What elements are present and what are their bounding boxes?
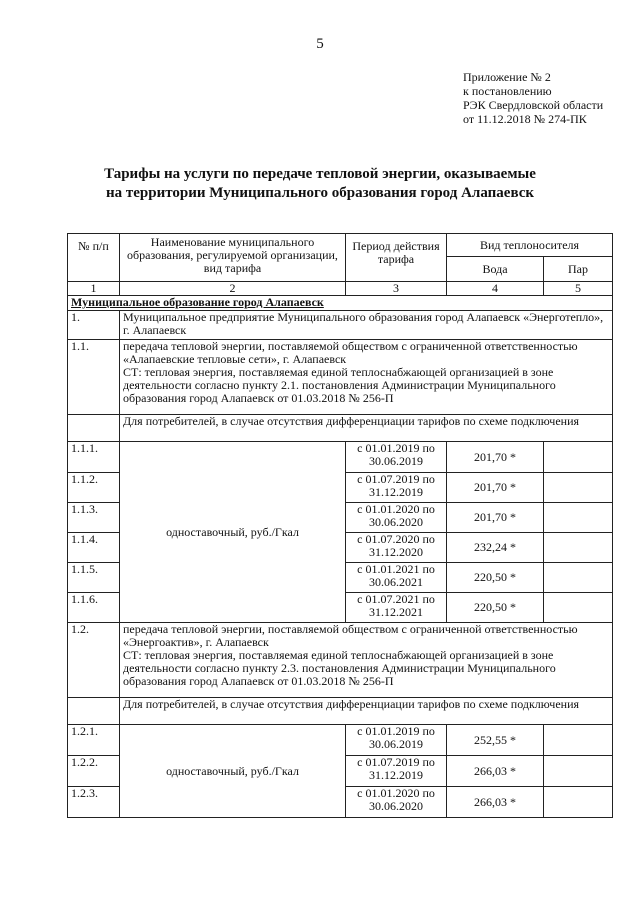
row-steam-value	[544, 756, 613, 787]
row-steam-value	[544, 787, 613, 818]
row-steam-value	[544, 725, 613, 756]
section-num: 1.2.	[68, 623, 120, 698]
tariff-type: одноставочный, руб./Гкал	[120, 442, 346, 623]
consumers-note: Для потребителей, в случае отсутствия дифференциации тарифов по схеме подключения	[120, 415, 613, 442]
appendix-line-3: РЭК Свердловской области	[463, 98, 604, 112]
row-period: с 01.01.2019 по 30.06.2019	[346, 442, 447, 473]
header-carrier: Вид теплоносителя	[447, 234, 613, 257]
row-water-value: 220,50 *	[447, 593, 544, 623]
document-title	[0, 165, 640, 203]
row-steam-value	[544, 563, 613, 593]
header-water: Вода	[447, 257, 544, 282]
section-desc-line-1: передача тепловой энергии, поставляемой обществом с ограниченной ответственностью «Алапаевские тепловые сети», г. Алапаевск	[123, 339, 578, 366]
row-period: с 01.07.2019 по 31.12.2019	[346, 473, 447, 503]
header-steam: Пар	[544, 257, 613, 282]
row-water-value: 232,24 *	[447, 533, 544, 563]
row-water-value: 266,03 *	[447, 787, 544, 818]
title-line-1: Тарифы на услуги по передаче тепловой энергии, оказываемые	[104, 166, 536, 182]
col-number-1: 1	[68, 282, 120, 296]
row-num: 1.1.2.	[68, 473, 120, 503]
row-water-value: 220,50 *	[447, 563, 544, 593]
row-water-value: 252,55 *	[447, 725, 544, 756]
col-number-5: 5	[544, 282, 613, 296]
consumers-note: Для потребителей, в случае отсутствия дифференциации тарифов по схеме подключения	[120, 698, 613, 725]
section-num: 1.1.	[68, 340, 120, 415]
row-period: с 01.07.2021 по 31.12.2021	[346, 593, 447, 623]
appendix-line-1: Приложение № 2	[463, 70, 551, 84]
row-period: с 01.01.2021 по 30.06.2021	[346, 563, 447, 593]
section-desc-line-2: СТ: тепловая энергия, поставляемая единой теплоснабжающей организацией в зоне деятельности согласно пункту 2.3. постановления Администрации Муниципального образования город Алапаевск от 01.03.2018 № 256-П	[123, 648, 556, 688]
section-desc-line-2: СТ: тепловая энергия, поставляемая единой теплоснабжающей организацией в зоне деятельности согласно пункту 2.1. постановления Администрации Муниципального образования город Алапаевск от 01.03.2018 № 256-П	[123, 365, 556, 405]
col-number-4: 4	[447, 282, 544, 296]
row-num: 1.1.6.	[68, 593, 120, 623]
header-num: № п/п	[68, 234, 120, 282]
row-num: 1.1.5.	[68, 563, 120, 593]
row-period: с 01.01.2020 по 30.06.2020	[346, 503, 447, 533]
col-number-2: 2	[120, 282, 346, 296]
row-water-value: 201,70 *	[447, 473, 544, 503]
title-line-2: на территории Муниципального образования город Алапаевск	[105, 185, 535, 201]
row-water-value: 201,70 *	[447, 442, 544, 473]
header-name: Наименование муниципального образования, регулируемой организации, вид тарифа	[120, 234, 346, 282]
row-num: 1.1.3.	[68, 503, 120, 533]
section-description	[120, 340, 613, 415]
row-num: 1.1.4.	[68, 533, 120, 563]
org-num: 1.	[68, 311, 120, 340]
row-period: с 01.01.2020 по 30.06.2020	[346, 787, 447, 818]
municipality-row: Муниципальное образование город Алапаевск	[68, 296, 613, 311]
header-period: Период действия тарифа	[346, 234, 447, 282]
row-period: с 01.07.2019 по 31.12.2019	[346, 756, 447, 787]
row-period: с 01.01.2019 по 30.06.2019	[346, 725, 447, 756]
row-steam-value	[544, 442, 613, 473]
row-period: с 01.07.2020 по 31.12.2020	[346, 533, 447, 563]
section-description	[120, 623, 613, 698]
row-num: 1.2.2.	[68, 756, 120, 787]
row-num: 1.1.1.	[68, 442, 120, 473]
page-number: 5	[316, 36, 324, 52]
row-water-value: 266,03 *	[447, 756, 544, 787]
row-steam-value	[544, 503, 613, 533]
tariff-type: одноставочный, руб./Гкал	[120, 725, 346, 818]
row-water-value: 201,70 *	[447, 503, 544, 533]
row-num: 1.2.3.	[68, 787, 120, 818]
appendix-line-4: от 11.12.2018 № 274-ПК	[463, 112, 587, 126]
col-number-3: 3	[346, 282, 447, 296]
row-steam-value	[544, 533, 613, 563]
row-num: 1.2.1.	[68, 725, 120, 756]
tariff-table	[67, 233, 613, 818]
row-steam-value	[544, 473, 613, 503]
row-steam-value	[544, 593, 613, 623]
appendix-note	[463, 70, 603, 126]
appendix-line-2: к постановлению	[463, 84, 552, 98]
section-desc-line-1: передача тепловой энергии, поставляемой обществом с ограниченной ответственностью «Энергоактив», г. Алапаевск	[123, 622, 578, 649]
org-name: Муниципальное предприятие Муниципального образования город Алапаевск «Энерготепло», г. Алапаевск	[120, 311, 613, 340]
